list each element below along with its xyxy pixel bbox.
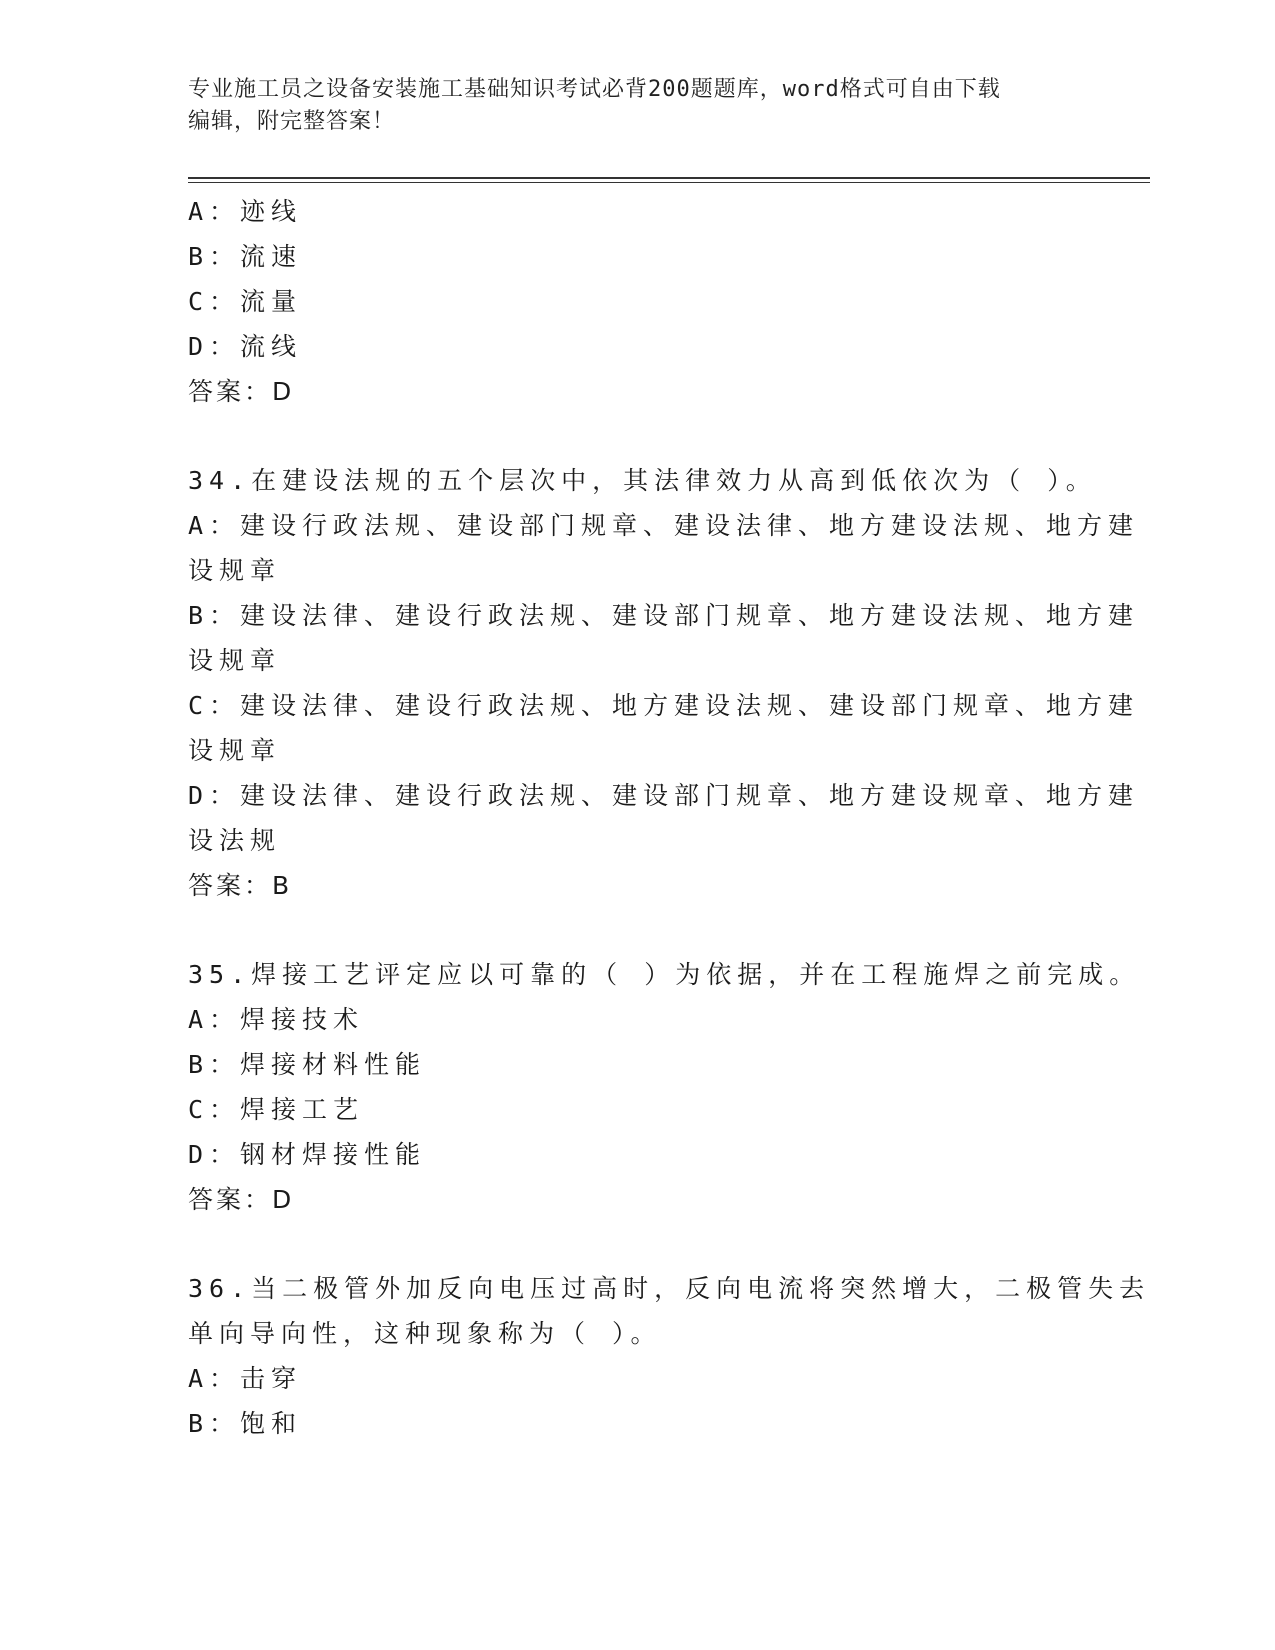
option-b: B：焊接材料性能 [188,1050,427,1079]
question-35-block [188,952,1141,1222]
option-b-line-1: B：建设法律、建设行政法规、建设部门规章、地方建设法规、地方建 [188,601,1140,630]
question-text: 35.焊接工艺评定应以可靠的（ ）为依据，并在工程施焊之前完成。 [188,960,1141,989]
question-33-block [188,189,1088,414]
document-body [188,189,1151,1446]
option-d: D：流线 [188,332,303,361]
answer-line: 答案：B [188,871,293,900]
option-a-line-1: A：建设行政法规、建设部门规章、建设法律、地方建设法规、地方建 [188,511,1140,540]
option-c: C：焊接工艺 [188,1095,365,1124]
option-b-line-2: 设规章 [188,646,282,675]
answer-line: 答案：D [188,1185,295,1214]
spacer [188,908,1088,952]
header-line-2: 编辑，附完整答案！ [188,109,396,134]
option-a: A：焊接技术 [188,1005,365,1034]
answer-line: 答案：D [188,377,295,406]
header-rule-thin [188,182,1150,183]
option-b: B：饱和 [188,1409,303,1438]
option-c-line-1: C：建设法律、建设行政法规、地方建设法规、建设部门规章、地方建 [188,691,1140,720]
option-a: A：迹线 [188,197,303,226]
option-a: A：击穿 [188,1364,303,1393]
option-a-line-2: 设规章 [188,556,282,585]
option-d-line-2: 设法规 [188,826,282,855]
question-34-block [188,458,1140,908]
question-text: 34.在建设法规的五个层次中，其法律效力从高到低依次为（ ）。 [188,466,1097,495]
spacer [188,1222,1088,1266]
option-d: D：钢材焊接性能 [188,1140,427,1169]
option-c-line-2: 设规章 [188,736,282,765]
document-header [188,74,1068,138]
option-c: C：流量 [188,287,303,316]
question-36-block [188,1266,1151,1446]
option-d-line-1: D：建设法律、建设行政法规、建设部门规章、地方建设规章、地方建 [188,781,1140,810]
spacer [188,414,1088,458]
header-rule-thick [188,177,1150,179]
option-b: B：流速 [188,242,303,271]
question-text-line-1: 36.当二极管外加反向电压过高时，反向电流将突然增大，二极管失去 [188,1274,1151,1303]
question-text-line-2: 单向导向性，这种现象称为（ ）。 [188,1319,662,1348]
header-line-1: 专业施工员之设备安装施工基础知识考试必背200题题库，word格式可自由下载 [188,77,1001,102]
